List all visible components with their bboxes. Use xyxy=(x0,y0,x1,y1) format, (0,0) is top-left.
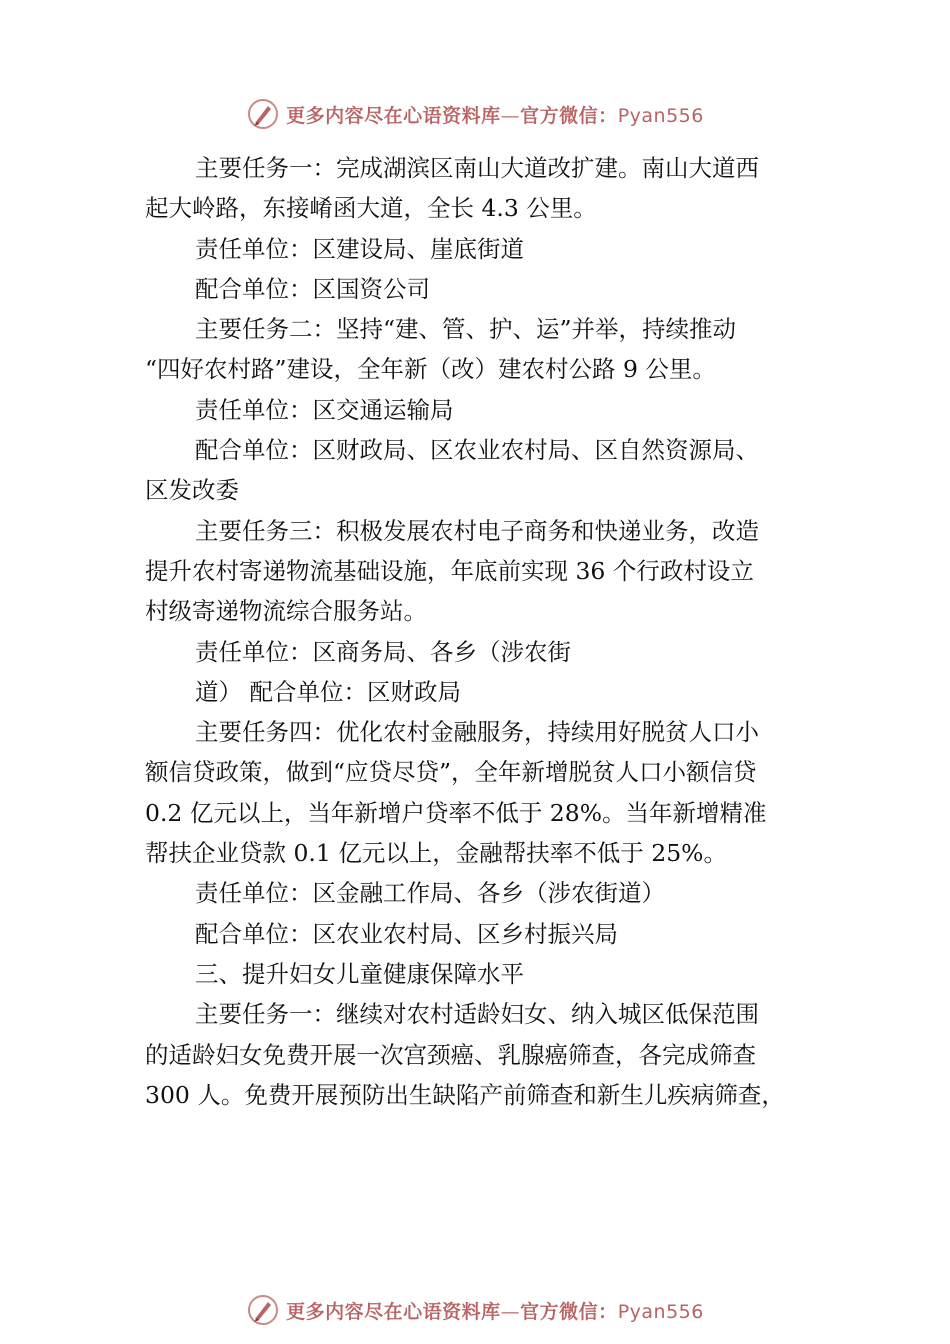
text-line: 三、提升妇女儿童健康保障水平 xyxy=(195,959,524,988)
text-line: “四好农村路”建设，全年新（改）建农村公路 9 公里。 xyxy=(145,355,716,384)
text-line: 主要任务四：优化农村金融服务，持续用好脱贫人口小 xyxy=(195,718,759,747)
text-line: 区发改委 xyxy=(145,476,239,505)
header-banner xyxy=(0,94,950,134)
text-line: 300 人。免费开展预防出生缺陷产前筛查和新生儿疾病筛查， xyxy=(145,1080,785,1109)
text-line: 主要任务一：完成湖滨区南山大道改扩建。南山大道西 xyxy=(195,154,759,182)
text-line: 责任单位：区交通运输局 xyxy=(195,395,454,424)
text-line: 道） 配合单位：区财政局 xyxy=(195,677,461,706)
text-line: 村级寄递物流综合服务站。 xyxy=(145,597,427,626)
text-line: 主要任务二：坚持“建、管、护、运”并举，持续推动 xyxy=(195,315,737,344)
footer-banner xyxy=(0,1290,950,1330)
text-line: 责任单位：区建设局、崖底街道 xyxy=(195,234,524,263)
text-line: 责任单位：区商务局、各乡（涉农街 xyxy=(195,637,571,666)
pen-logo-icon xyxy=(246,97,280,131)
text-line: 责任单位：区金融工作局、各乡（涉农街道） xyxy=(195,879,665,908)
text-line: 主要任务三：积极发展农村电子商务和快递业务，改造 xyxy=(195,516,759,545)
pen-logo-icon xyxy=(246,1293,280,1327)
text-line: 帮扶企业贷款 0.1 亿元以上，金融帮扶率不低于 25%。 xyxy=(145,839,728,868)
text-line: 配合单位：区财政局、区农业农村局、区自然资源局、 xyxy=(195,436,759,465)
document-body xyxy=(145,148,810,1115)
header-banner-text: 更多内容尽在心语资料库—官方微信：Pyan556 xyxy=(286,104,704,127)
text-line: 提升农村寄递物流基础设施，年底前实现 36 个行政村设立 xyxy=(145,556,754,585)
text-line: 配合单位：区农业农村局、区乡村振兴局 xyxy=(195,919,618,948)
text-line: 起大岭路，东接崤函大道，全长 4.3 公里。 xyxy=(145,194,597,223)
text-line: 配合单位：区国资公司 xyxy=(195,274,430,303)
footer-banner-text: 更多内容尽在心语资料库—官方微信：Pyan556 xyxy=(286,1300,704,1323)
text-line: 额信贷政策，做到“应贷尽贷”，全年新增脱贫人口小额信贷 xyxy=(145,758,757,787)
text-line: 主要任务一：继续对农村适龄妇女、纳入城区低保范围 xyxy=(195,1000,759,1029)
text-line: 的适龄妇女免费开展一次宫颈癌、乳腺癌筛查，各完成筛查 xyxy=(145,1040,756,1069)
text-line: 0.2 亿元以上，当年新增户贷率不低于 28%。当年新增精准 xyxy=(145,798,767,827)
